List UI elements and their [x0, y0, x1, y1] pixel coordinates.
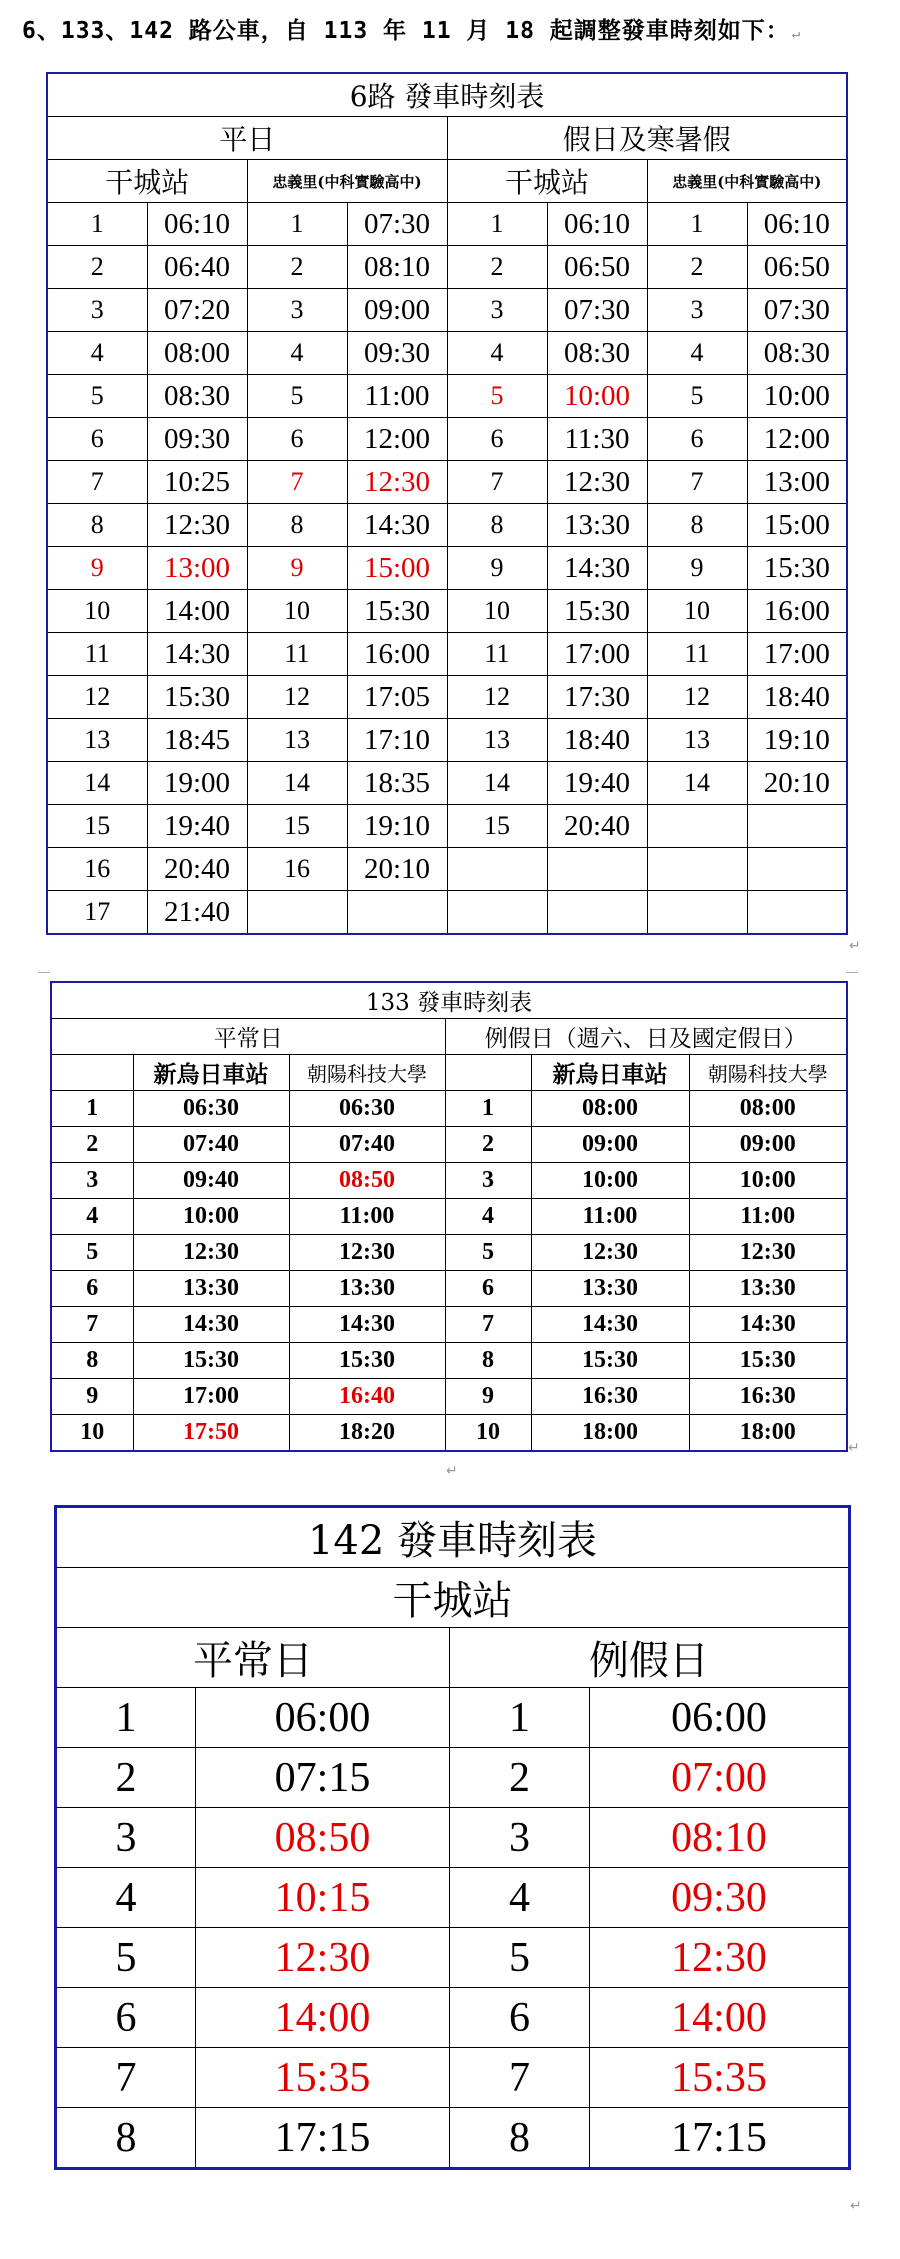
trip-number-cell: 5	[447, 375, 547, 418]
trip-number-cell: 1	[447, 203, 547, 246]
trip-number-cell: 8	[647, 504, 747, 547]
trip-number-cell: 2	[51, 1127, 133, 1163]
departure-time-cell: 12:30	[196, 1928, 450, 1988]
departure-time-cell	[747, 848, 847, 891]
departure-time-cell: 19:40	[547, 762, 647, 805]
trip-number-cell: 14	[647, 762, 747, 805]
trip-number-cell	[647, 805, 747, 848]
departure-time-cell: 14:30	[531, 1307, 689, 1343]
trip-number-cell: 5	[445, 1235, 531, 1271]
departure-time-cell: 06:10	[747, 203, 847, 246]
table-row	[56, 1808, 850, 1868]
station-header: 忠義里(中科實驗高中)	[647, 160, 847, 203]
trip-number-cell: 11	[247, 633, 347, 676]
trip-number-cell: 7	[450, 2048, 590, 2108]
trip-number-cell: 13	[47, 719, 147, 762]
departure-time-cell: 12:30	[547, 461, 647, 504]
trip-number-cell	[447, 848, 547, 891]
departure-time-cell: 10:15	[196, 1868, 450, 1928]
departure-time-cell: 07:40	[133, 1127, 289, 1163]
departure-time-cell: 15:00	[347, 547, 447, 590]
table-row	[47, 418, 847, 461]
page-corner-mark	[38, 972, 50, 985]
trip-number-cell: 5	[247, 375, 347, 418]
departure-time-cell	[747, 805, 847, 848]
departure-time-cell: 07:40	[289, 1127, 445, 1163]
departure-time-cell: 15:35	[590, 2048, 850, 2108]
departure-time-cell: 14:00	[147, 590, 247, 633]
departure-time-cell: 12:30	[133, 1235, 289, 1271]
departure-time-cell: 12:30	[347, 461, 447, 504]
trip-number-cell: 6	[56, 1988, 196, 2048]
departure-time-cell: 08:00	[147, 332, 247, 375]
table-row	[51, 1271, 847, 1307]
departure-time-cell: 17:00	[133, 1379, 289, 1415]
table-row	[56, 1928, 850, 1988]
empty-cell	[445, 1055, 531, 1091]
trip-number-cell: 6	[450, 1988, 590, 2048]
departure-time-cell: 16:00	[747, 590, 847, 633]
departure-time-cell: 12:30	[531, 1235, 689, 1271]
trip-number-cell: 2	[247, 246, 347, 289]
departure-time-cell: 06:00	[590, 1688, 850, 1748]
departure-time-cell: 17:15	[196, 2108, 450, 2169]
departure-time-cell: 20:40	[147, 848, 247, 891]
departure-time-cell: 14:30	[689, 1307, 847, 1343]
departure-time-cell: 17:10	[347, 719, 447, 762]
trip-number-cell: 8	[247, 504, 347, 547]
trip-number-cell: 14	[447, 762, 547, 805]
trip-number-cell: 14	[47, 762, 147, 805]
trip-number-cell: 6	[447, 418, 547, 461]
trip-number-cell: 6	[47, 418, 147, 461]
trip-number-cell: 15	[47, 805, 147, 848]
trip-number-cell: 4	[450, 1868, 590, 1928]
departure-time-cell: 17:00	[747, 633, 847, 676]
table-row	[56, 2108, 850, 2169]
trip-number-cell: 9	[647, 547, 747, 590]
trip-number-cell: 7	[647, 461, 747, 504]
departure-time-cell: 09:30	[147, 418, 247, 461]
trip-number-cell: 4	[445, 1199, 531, 1235]
table-row	[47, 504, 847, 547]
trip-number-cell: 3	[47, 289, 147, 332]
trip-number-cell: 2	[56, 1748, 196, 1808]
table-row	[51, 1091, 847, 1127]
table-row	[56, 1988, 850, 2048]
station-header: 干城站	[447, 160, 647, 203]
departure-time-cell: 14:30	[133, 1307, 289, 1343]
table-row	[56, 1748, 850, 1808]
trip-number-cell: 4	[447, 332, 547, 375]
departure-time-cell: 19:10	[747, 719, 847, 762]
departure-time-cell: 12:30	[689, 1235, 847, 1271]
departure-time-cell: 13:00	[747, 461, 847, 504]
trip-number-cell: 11	[647, 633, 747, 676]
route-6-timetable	[46, 72, 848, 935]
trip-number-cell: 6	[247, 418, 347, 461]
departure-time-cell: 13:30	[689, 1271, 847, 1307]
departure-time-cell: 20:10	[347, 848, 447, 891]
departure-time-cell: 06:40	[147, 246, 247, 289]
trip-number-cell: 16	[247, 848, 347, 891]
route-142-timetable	[54, 1505, 851, 2170]
departure-time-cell: 12:00	[347, 418, 447, 461]
trip-number-cell: 5	[450, 1928, 590, 1988]
departure-time-cell: 18:40	[747, 676, 847, 719]
departure-time-cell: 08:00	[689, 1091, 847, 1127]
departure-time-cell: 11:00	[531, 1199, 689, 1235]
trip-number-cell: 14	[247, 762, 347, 805]
departure-time-cell: 15:30	[147, 676, 247, 719]
departure-time-cell: 07:30	[747, 289, 847, 332]
departure-time-cell: 11:30	[547, 418, 647, 461]
trip-number-cell: 1	[445, 1091, 531, 1127]
table-row	[47, 805, 847, 848]
table-row	[56, 1868, 850, 1928]
trip-number-cell: 4	[56, 1868, 196, 1928]
departure-time-cell: 10:00	[531, 1163, 689, 1199]
departure-time-cell: 08:50	[289, 1163, 445, 1199]
trip-number-cell: 5	[56, 1928, 196, 1988]
holiday-group-header: 假日及寒暑假	[447, 117, 847, 160]
departure-time-cell: 12:30	[590, 1928, 850, 1988]
table-row	[56, 1688, 850, 1748]
departure-time-cell: 07:00	[590, 1748, 850, 1808]
table-row	[56, 2048, 850, 2108]
departure-time-cell: 11:00	[289, 1199, 445, 1235]
trip-number-cell: 3	[56, 1808, 196, 1868]
departure-time-cell: 20:10	[747, 762, 847, 805]
departure-time-cell: 07:30	[347, 203, 447, 246]
table-row	[47, 375, 847, 418]
trip-number-cell: 1	[56, 1688, 196, 1748]
departure-time-cell: 14:00	[196, 1988, 450, 2048]
departure-time-cell: 16:30	[689, 1379, 847, 1415]
table-row	[47, 848, 847, 891]
weekday-group-header: 平日	[47, 117, 447, 160]
trip-number-cell: 2	[447, 246, 547, 289]
trip-number-cell: 10	[51, 1415, 133, 1452]
departure-time-cell: 08:30	[747, 332, 847, 375]
table-row	[47, 633, 847, 676]
trip-number-cell: 10	[447, 590, 547, 633]
departure-time-cell: 19:00	[147, 762, 247, 805]
route-133-timetable	[50, 981, 848, 1452]
departure-time-cell: 08:10	[590, 1808, 850, 1868]
station-header: 新烏日車站	[531, 1055, 689, 1091]
departure-time-cell: 13:30	[133, 1271, 289, 1307]
trip-number-cell: 8	[47, 504, 147, 547]
table-row	[47, 762, 847, 805]
table-row	[51, 1307, 847, 1343]
departure-time-cell: 14:30	[147, 633, 247, 676]
trip-number-cell: 9	[447, 547, 547, 590]
paragraph-mark: ↵	[849, 938, 861, 954]
trip-number-cell	[247, 891, 347, 935]
trip-number-cell: 13	[247, 719, 347, 762]
trip-number-cell: 6	[445, 1271, 531, 1307]
trip-number-cell: 7	[247, 461, 347, 504]
trip-number-cell: 8	[450, 2108, 590, 2169]
trip-number-cell: 13	[447, 719, 547, 762]
weekday-group-header: 平常日	[51, 1019, 445, 1055]
departure-time-cell: 06:00	[196, 1688, 450, 1748]
departure-time-cell: 09:30	[590, 1868, 850, 1928]
table-row	[51, 1127, 847, 1163]
page-heading	[22, 12, 882, 45]
trip-number-cell: 7	[445, 1307, 531, 1343]
departure-time-cell: 13:30	[289, 1271, 445, 1307]
route-133-title: 133 發車時刻表	[51, 982, 847, 1019]
departure-time-cell: 08:00	[531, 1091, 689, 1127]
paragraph-mark: ↵	[848, 1440, 860, 1456]
trip-number-cell: 3	[51, 1163, 133, 1199]
trip-number-cell: 9	[51, 1379, 133, 1415]
departure-time-cell	[547, 891, 647, 935]
trip-number-cell: 10	[445, 1415, 531, 1452]
trip-number-cell: 3	[247, 289, 347, 332]
table-row	[47, 289, 847, 332]
departure-time-cell: 12:00	[747, 418, 847, 461]
trip-number-cell: 12	[47, 676, 147, 719]
departure-time-cell: 15:30	[347, 590, 447, 633]
station-header: 忠義里(中科實驗高中)	[247, 160, 447, 203]
departure-time-cell: 15:00	[747, 504, 847, 547]
trip-number-cell: 12	[447, 676, 547, 719]
departure-time-cell: 06:50	[747, 246, 847, 289]
departure-time-cell: 19:10	[347, 805, 447, 848]
table-row	[51, 1379, 847, 1415]
trip-number-cell: 3	[647, 289, 747, 332]
departure-time-cell: 14:30	[289, 1307, 445, 1343]
trip-number-cell: 9	[47, 547, 147, 590]
trip-number-cell: 2	[647, 246, 747, 289]
departure-time-cell: 09:30	[347, 332, 447, 375]
departure-time-cell: 16:30	[531, 1379, 689, 1415]
table-row	[47, 676, 847, 719]
departure-time-cell	[747, 891, 847, 935]
departure-time-cell: 08:50	[196, 1808, 450, 1868]
table-row	[47, 246, 847, 289]
departure-time-cell: 13:00	[147, 547, 247, 590]
departure-time-cell: 18:35	[347, 762, 447, 805]
trip-number-cell: 2	[450, 1748, 590, 1808]
station-header: 干城站	[56, 1568, 850, 1628]
holiday-group-header: 例假日	[450, 1628, 850, 1688]
departure-time-cell: 15:35	[196, 2048, 450, 2108]
trip-number-cell: 2	[47, 246, 147, 289]
departure-time-cell: 19:40	[147, 805, 247, 848]
trip-number-cell: 8	[56, 2108, 196, 2169]
trip-number-cell: 12	[647, 676, 747, 719]
trip-number-cell: 7	[56, 2048, 196, 2108]
departure-time-cell: 09:00	[689, 1127, 847, 1163]
departure-time-cell: 13:30	[547, 504, 647, 547]
heading-text: 6、133、142 路公車，自 113 年 11 月 18 起調整發車時刻如下：	[22, 18, 790, 44]
trip-number-cell: 5	[51, 1235, 133, 1271]
trip-number-cell: 12	[247, 676, 347, 719]
departure-time-cell: 17:50	[133, 1415, 289, 1452]
paragraph-mark: ↵	[850, 2198, 862, 2214]
trip-number-cell: 1	[47, 203, 147, 246]
station-header: 新烏日車站	[133, 1055, 289, 1091]
departure-time-cell: 08:30	[547, 332, 647, 375]
departure-time-cell: 07:30	[547, 289, 647, 332]
trip-number-cell: 11	[447, 633, 547, 676]
trip-number-cell: 15	[447, 805, 547, 848]
trip-number-cell: 9	[247, 547, 347, 590]
departure-time-cell: 10:00	[747, 375, 847, 418]
departure-time-cell: 14:30	[547, 547, 647, 590]
trip-number-cell: 5	[647, 375, 747, 418]
departure-time-cell: 15:30	[531, 1343, 689, 1379]
departure-time-cell: 15:30	[133, 1343, 289, 1379]
trip-number-cell: 9	[445, 1379, 531, 1415]
departure-time-cell: 06:50	[547, 246, 647, 289]
departure-time-cell: 18:45	[147, 719, 247, 762]
departure-time-cell: 10:00	[547, 375, 647, 418]
departure-time-cell: 12:30	[147, 504, 247, 547]
station-header: 朝陽科技大學	[289, 1055, 445, 1091]
departure-time-cell: 09:00	[531, 1127, 689, 1163]
trip-number-cell: 1	[51, 1091, 133, 1127]
departure-time-cell: 17:15	[590, 2108, 850, 2169]
table-row	[51, 1163, 847, 1199]
trip-number-cell: 4	[47, 332, 147, 375]
station-header: 朝陽科技大學	[689, 1055, 847, 1091]
departure-time-cell: 21:40	[147, 891, 247, 935]
trip-number-cell: 17	[47, 891, 147, 935]
departure-time-cell: 14:30	[347, 504, 447, 547]
paragraph-mark: ↵	[446, 1463, 458, 1479]
trip-number-cell: 8	[445, 1343, 531, 1379]
departure-time-cell: 17:00	[547, 633, 647, 676]
departure-time-cell: 15:30	[747, 547, 847, 590]
departure-time-cell: 06:10	[547, 203, 647, 246]
departure-time-cell: 11:00	[689, 1199, 847, 1235]
trip-number-cell: 4	[247, 332, 347, 375]
departure-time-cell: 06:30	[133, 1091, 289, 1127]
holiday-group-header: 例假日（週六、日及國定假日）	[445, 1019, 847, 1055]
table-row	[47, 719, 847, 762]
trip-number-cell: 16	[47, 848, 147, 891]
trip-number-cell: 1	[247, 203, 347, 246]
departure-time-cell: 17:05	[347, 676, 447, 719]
trip-number-cell: 7	[447, 461, 547, 504]
paragraph-mark: ↵	[791, 26, 802, 42]
departure-time-cell: 17:30	[547, 676, 647, 719]
trip-number-cell: 6	[51, 1271, 133, 1307]
departure-time-cell: 08:10	[347, 246, 447, 289]
departure-time-cell: 10:00	[689, 1163, 847, 1199]
trip-number-cell: 8	[447, 504, 547, 547]
departure-time-cell: 20:40	[547, 805, 647, 848]
departure-time-cell: 13:30	[531, 1271, 689, 1307]
departure-time-cell: 18:40	[547, 719, 647, 762]
trip-number-cell: 5	[47, 375, 147, 418]
departure-time-cell	[547, 848, 647, 891]
table-row	[47, 891, 847, 935]
departure-time-cell: 10:00	[133, 1199, 289, 1235]
departure-time-cell: 08:30	[147, 375, 247, 418]
departure-time-cell: 15:30	[547, 590, 647, 633]
trip-number-cell: 15	[247, 805, 347, 848]
table-row	[51, 1343, 847, 1379]
trip-number-cell: 7	[47, 461, 147, 504]
departure-time-cell: 15:30	[689, 1343, 847, 1379]
trip-number-cell: 4	[51, 1199, 133, 1235]
station-header: 干城站	[47, 160, 247, 203]
departure-time-cell: 07:20	[147, 289, 247, 332]
departure-time-cell: 16:00	[347, 633, 447, 676]
trip-number-cell: 1	[647, 203, 747, 246]
departure-time-cell: 09:00	[347, 289, 447, 332]
trip-number-cell	[647, 891, 747, 935]
departure-time-cell: 06:30	[289, 1091, 445, 1127]
trip-number-cell: 3	[445, 1163, 531, 1199]
departure-time-cell	[347, 891, 447, 935]
table-row	[47, 461, 847, 504]
trip-number-cell	[447, 891, 547, 935]
trip-number-cell: 8	[51, 1343, 133, 1379]
trip-number-cell: 4	[647, 332, 747, 375]
table-row	[47, 547, 847, 590]
table-row	[51, 1199, 847, 1235]
empty-cell	[51, 1055, 133, 1091]
table-row	[47, 590, 847, 633]
departure-time-cell: 12:30	[289, 1235, 445, 1271]
trip-number-cell: 6	[647, 418, 747, 461]
trip-number-cell: 7	[51, 1307, 133, 1343]
trip-number-cell: 11	[47, 633, 147, 676]
departure-time-cell: 11:00	[347, 375, 447, 418]
table-row	[47, 203, 847, 246]
departure-time-cell: 10:25	[147, 461, 247, 504]
trip-number-cell: 13	[647, 719, 747, 762]
departure-time-cell: 18:00	[689, 1415, 847, 1452]
trip-number-cell: 3	[450, 1808, 590, 1868]
trip-number-cell: 1	[450, 1688, 590, 1748]
table-row	[47, 332, 847, 375]
trip-number-cell: 10	[247, 590, 347, 633]
departure-time-cell: 07:15	[196, 1748, 450, 1808]
route-6-title: 6路 發車時刻表	[47, 73, 847, 117]
trip-number-cell	[647, 848, 747, 891]
trip-number-cell: 10	[647, 590, 747, 633]
table-row	[51, 1415, 847, 1452]
trip-number-cell: 2	[445, 1127, 531, 1163]
trip-number-cell: 10	[47, 590, 147, 633]
departure-time-cell: 14:00	[590, 1988, 850, 2048]
table-row	[51, 1235, 847, 1271]
departure-time-cell: 15:30	[289, 1343, 445, 1379]
trip-number-cell: 3	[447, 289, 547, 332]
departure-time-cell: 18:00	[531, 1415, 689, 1452]
departure-time-cell: 06:10	[147, 203, 247, 246]
departure-time-cell: 16:40	[289, 1379, 445, 1415]
departure-time-cell: 18:20	[289, 1415, 445, 1452]
weekday-group-header: 平常日	[56, 1628, 450, 1688]
route-142-title: 142 發車時刻表	[56, 1507, 850, 1568]
departure-time-cell: 09:40	[133, 1163, 289, 1199]
